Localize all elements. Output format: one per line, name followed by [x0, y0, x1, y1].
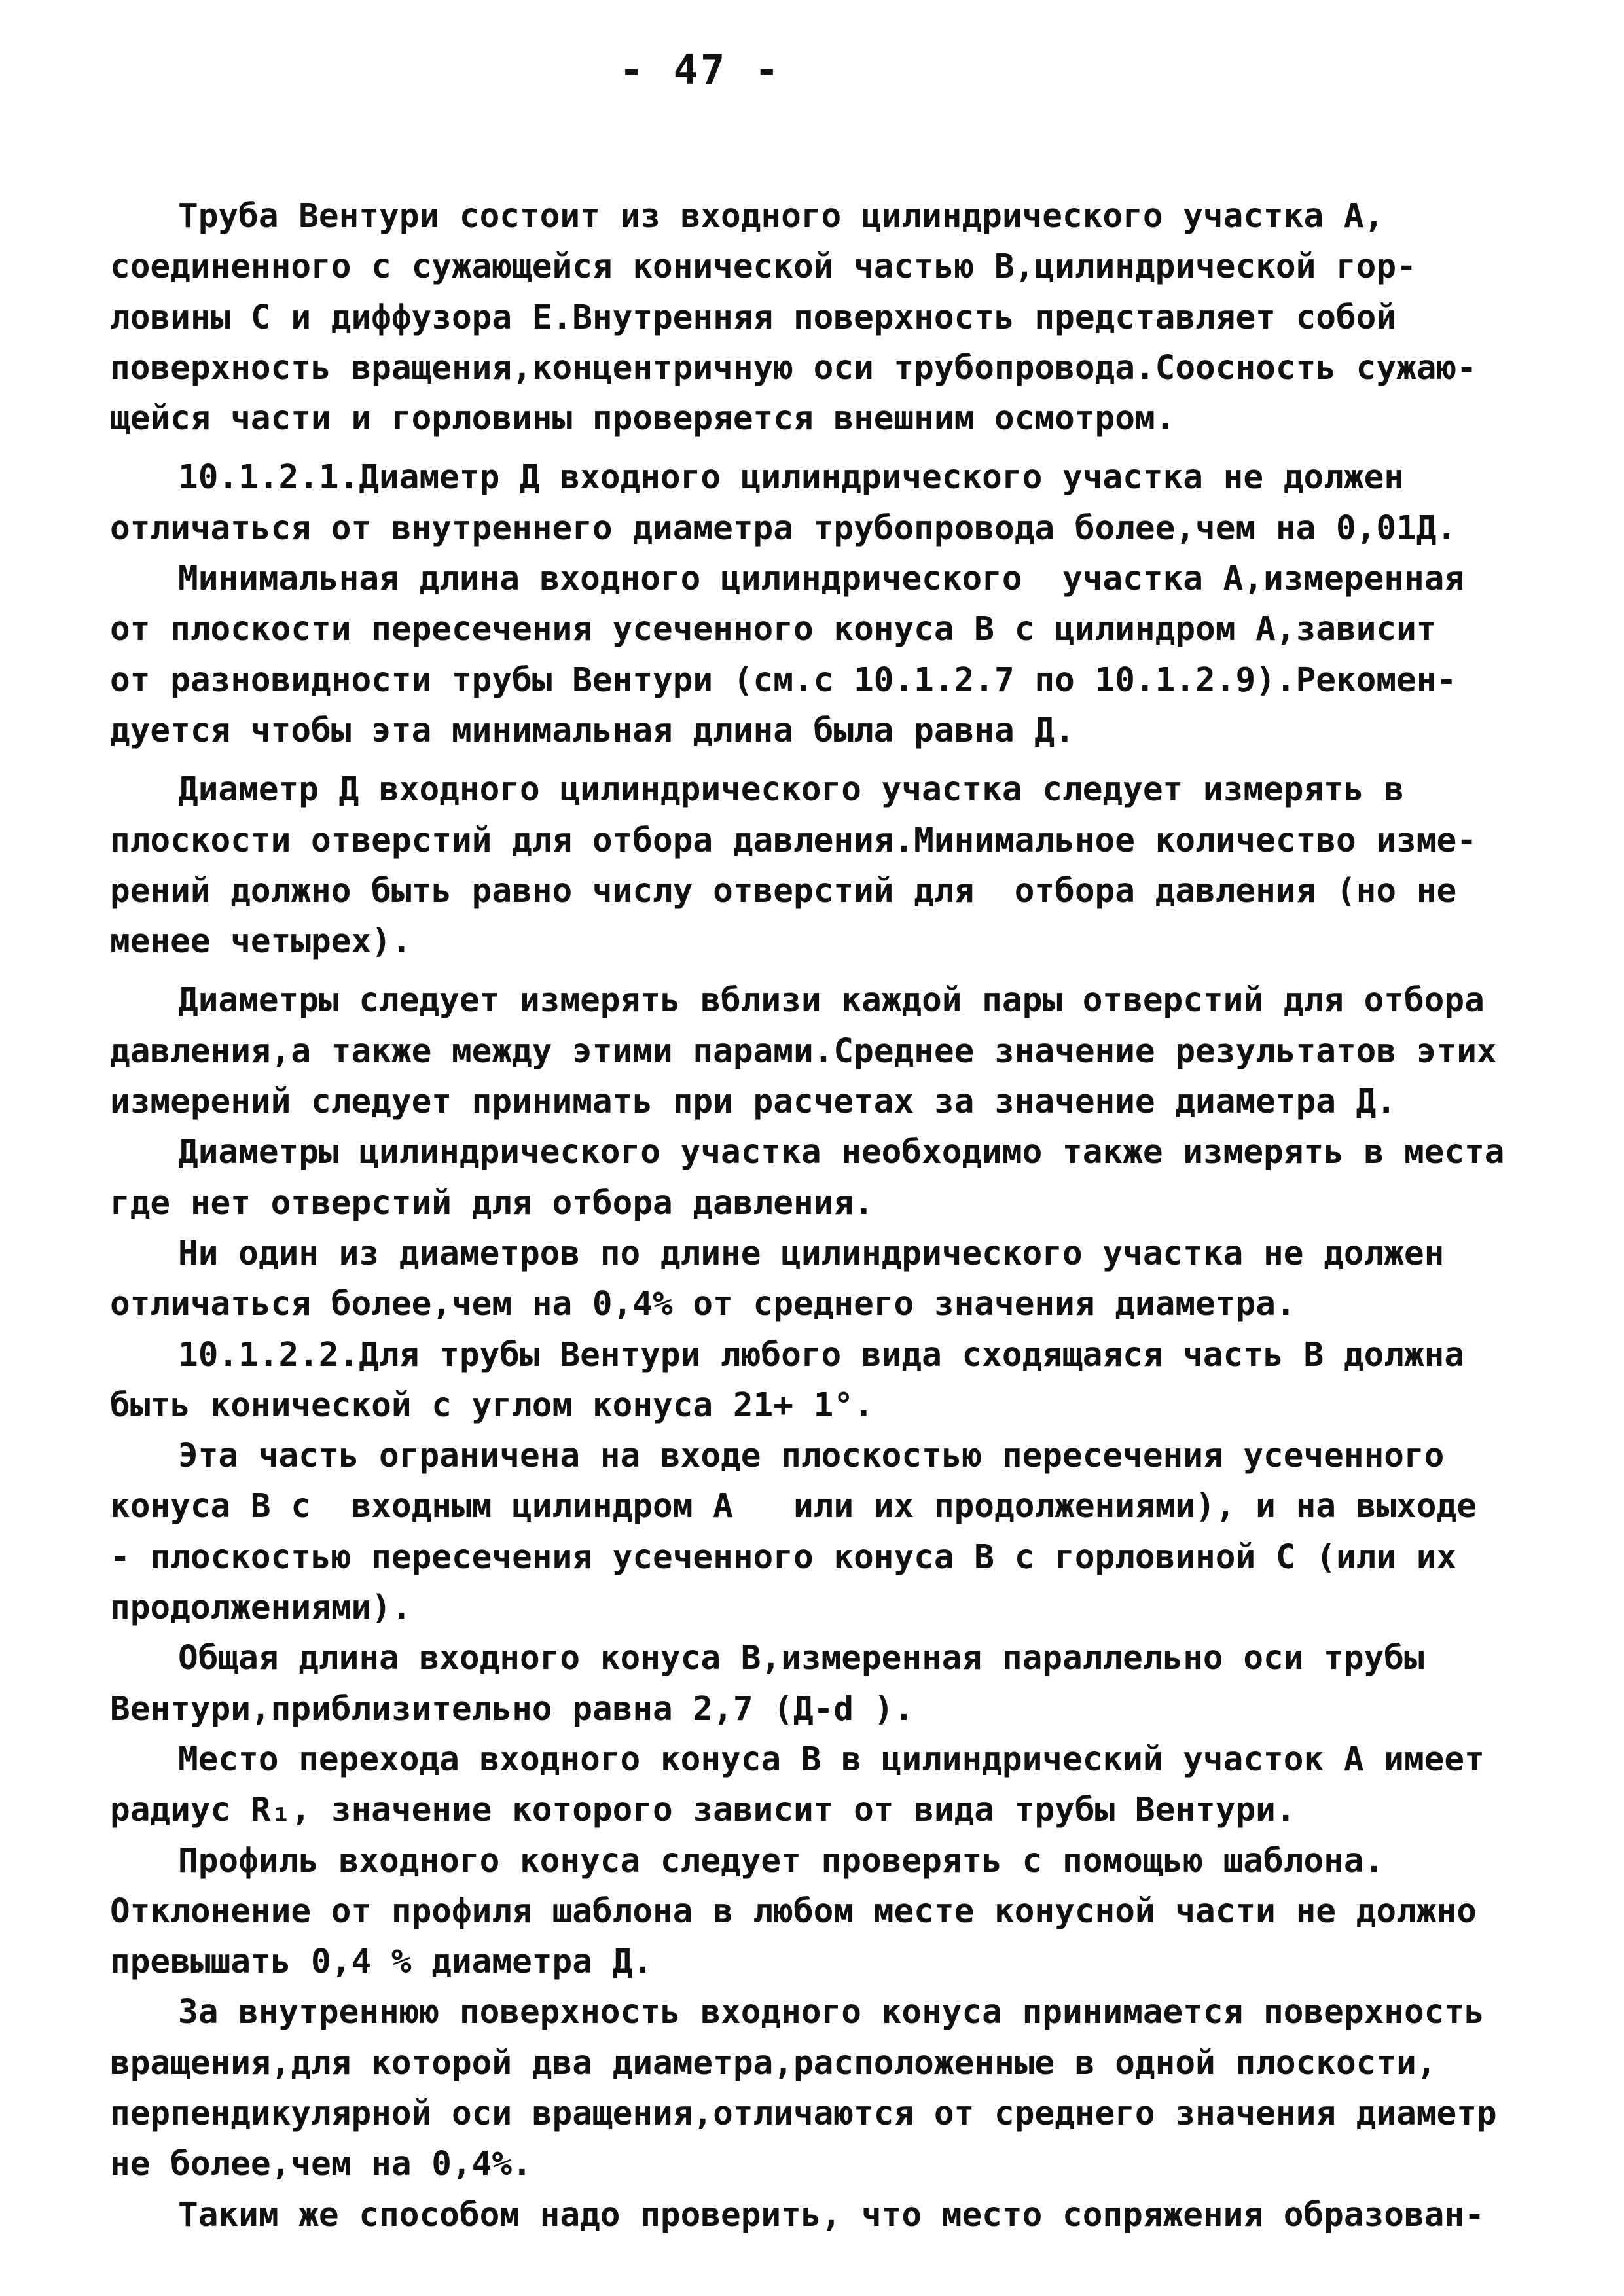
text-line: ловины С и диффузора Е.Внутренняя поверхность представляет собой	[110, 298, 1397, 337]
text-line: отличаться более,чем на 0,4% от среднего значения диаметра.	[110, 1285, 1296, 1324]
text-line: Отклонение от профиля шаблона в любом месте конусной части не должно	[110, 1892, 1477, 1931]
text-line: вращения,для которой два диаметра,расположенные в одной плоскости,	[110, 2043, 1437, 2083]
text-line: конуса В с входным цилиндром А или их продолжениями), и на выходе	[110, 1487, 1477, 1526]
text-line: рений должно быть равно числу отверстий для отбора давления (но не	[110, 871, 1457, 910]
text-line: дуется чтобы эта минимальная длина была равна Д.	[110, 711, 1075, 750]
text-line: соединенного с сужающейся конической частью В,цилиндрической гор-	[110, 247, 1416, 287]
text-line: измерений следует принимать при расчетах за значение диаметра Д.	[110, 1083, 1397, 1122]
text-line: менее четырех).	[110, 922, 412, 961]
text-line: 10.1.2.1.Диаметр Д входного цилиндрического участка не должен	[178, 458, 1404, 497]
text-line: За внутреннюю поверхность входного конуса принимается поверхность	[178, 1993, 1485, 2032]
text-line: Вентури,приблизительно равна 2,7 (Д-d ).	[110, 1689, 914, 1729]
text-line: 10.1.2.2.Для трубы Вентури любого вида сходящаяся часть В должна	[178, 1335, 1465, 1374]
text-line: Диаметры цилиндрического участка необходимо также измерять в места	[178, 1133, 1505, 1172]
text-line: щейся части и горловины проверяется внешним осмотром.	[110, 399, 1176, 439]
text-line: отличаться от внутреннего диаметра трубопровода более,чем на 0,01Д.	[110, 509, 1457, 548]
text-line: Ни один из диаметров по длине цилиндрического участка не должен	[178, 1234, 1445, 1273]
text-line: от разновидности трубы Вентури (см.с 10.1.2.7 по 10.1.2.9).Рекомен-	[110, 660, 1457, 700]
text-line: не более,чем на 0,4%.	[110, 2145, 532, 2184]
text-line: Таким же способом надо проверить, что место сопряжения образован-	[178, 2195, 1485, 2234]
text-line: где нет отверстий для отбора давления.	[110, 1183, 874, 1223]
text-line: продолжениями).	[110, 1588, 412, 1628]
page-number: - 47 -	[619, 46, 782, 94]
text-line: перпендикулярной оси вращения,отличаются от среднего значения диаметр	[110, 2094, 1497, 2133]
text-line: Место перехода входного конуса В в цилиндрический участок А имеет	[178, 1740, 1485, 1779]
text-line: Труба Вентури состоит из входного цилиндрического участка А,	[178, 197, 1384, 236]
text-line: поверхность вращения,концентричную оси трубопровода.Соосность сужаю-	[110, 348, 1477, 387]
text-line: Минимальная длина входного цилиндрического участка А,измеренная	[178, 560, 1465, 599]
text-line: быть конической с углом конуса 21+ 1°.	[110, 1386, 874, 1425]
text-line: Диаметры следует измерять вблизи каждой пары отверстий для отбора	[178, 981, 1485, 1020]
text-line: давления,а также между этими парами.Среднее значение результатов этих	[110, 1031, 1497, 1071]
text-line: Профиль входного конуса следует проверять с помощью шаблона.	[178, 1841, 1384, 1880]
text-line: Эта часть ограничена на входе плоскостью пересечения усеченного	[178, 1437, 1445, 1476]
text-line: плоскости отверстий для отбора давления.Минимальное количество изме-	[110, 821, 1477, 860]
text-line: радиус R₁, значение которого зависит от вида трубы Вентури.	[110, 1791, 1296, 1830]
body-text	[110, 191, 1530, 2240]
text-line: Общая длина входного конуса В,измеренная параллельно оси трубы	[178, 1639, 1424, 1678]
text-line: превышать 0,4 % диаметра Д.	[110, 1943, 653, 1982]
text-line: от плоскости пересечения усеченного конуса В с цилиндром А,зависит	[110, 610, 1437, 649]
text-line: - плоскостью пересечения усеченного конуса В с горловиной С (или их	[110, 1537, 1457, 1577]
text-line: Диаметр Д входного цилиндрического участка следует измерять в	[178, 770, 1404, 810]
